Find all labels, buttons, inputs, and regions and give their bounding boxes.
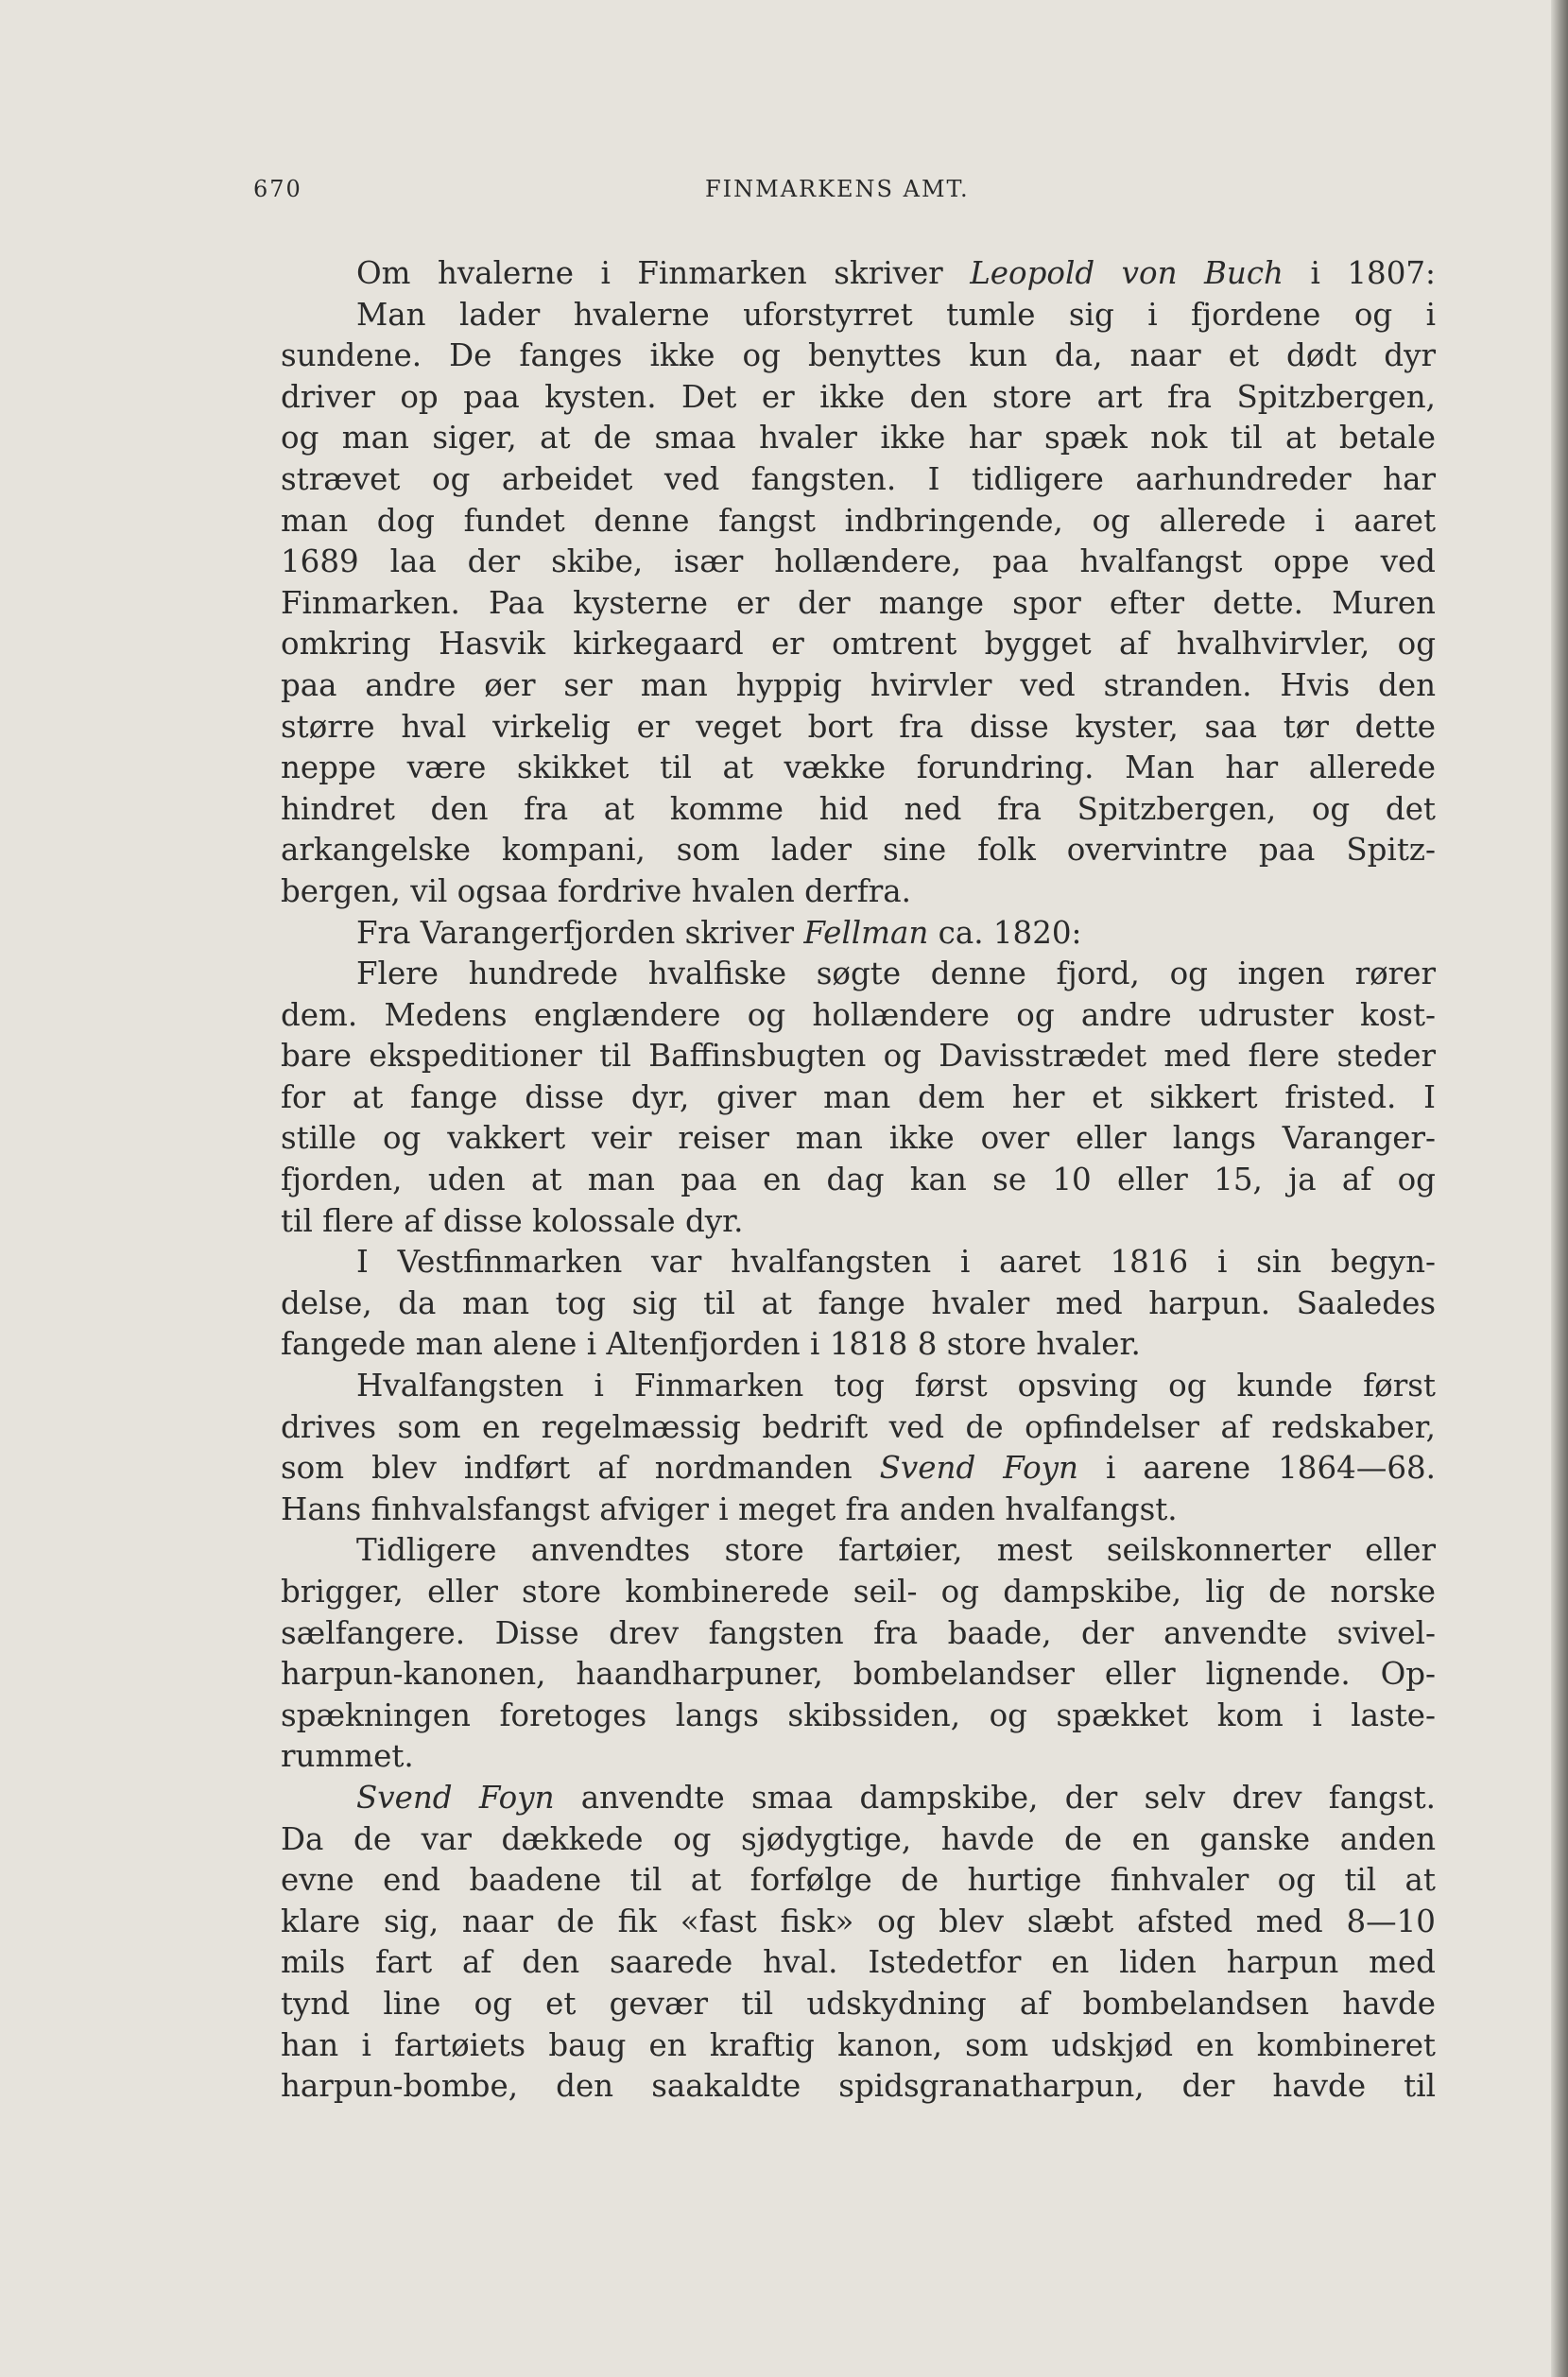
text-line: omkring Hasvik kirkegaard er omtrent bygget af hvalhvirvler, og bbox=[281, 626, 1436, 663]
text-line: mils fart af den saarede hval. Istedetfor en liden harpun med bbox=[281, 1944, 1436, 1981]
text-line: stille og vakkert veir reiser man ikke over eller langs Varanger- bbox=[281, 1120, 1436, 1157]
text-line: harpun-kanonen, haandharpuner, bombelandser eller lignende. Op- bbox=[281, 1656, 1436, 1693]
text-line: Da de var dækkede og sjødygtige, havde de en ganske anden bbox=[281, 1820, 1436, 1857]
text-line: Hans finhvalsfangst afviger i meget fra anden hvalfangst. bbox=[281, 1490, 1178, 1527]
text-line: drives som en regelmæssig bedrift ved de opfindelser af redskaber, bbox=[281, 1408, 1436, 1445]
text-line: fjorden, uden at man paa en dag kan se 10 eller 15, ja af og bbox=[281, 1162, 1436, 1198]
text-line: brigger, eller store kombinerede seil- og dampskibe, lig de norske bbox=[281, 1574, 1436, 1610]
text-line: bergen, vil ogsaa fordrive hvalen derfra. bbox=[281, 872, 912, 909]
italic-name: Leopold von Buch bbox=[970, 255, 1284, 291]
text-line: Tidligere anvendtes store fartøier, mest seilskonnerter eller bbox=[356, 1532, 1436, 1569]
text-line: harpun-bombe, den saakaldte spidsgranatharpun, der havde til bbox=[281, 2068, 1436, 2105]
text-line: og man siger, at de smaa hvaler ikke har spæk nok til at betale bbox=[281, 420, 1436, 456]
text-line: rummet. bbox=[281, 1738, 414, 1775]
text-line: dem. Medens englændere og hollændere og andre udruster kost- bbox=[281, 996, 1436, 1033]
text-line: Finmarken. Paa kysterne er der mange spor efter dette. Muren bbox=[281, 584, 1436, 621]
text-line: spækningen foretoges langs skibssiden, og spækket kom i laste- bbox=[281, 1697, 1436, 1733]
text-line: evne end baadene til at forfølge de hurtige finhvaler og til at bbox=[281, 1862, 1436, 1899]
running-title: FINMARKENS AMT. bbox=[705, 176, 970, 202]
text-line: man dog fundet denne fangst indbringende, og allerede i aaret bbox=[281, 502, 1436, 539]
italic-name: Fellman bbox=[803, 914, 929, 951]
text-line: Om hvalerne i Finmarken skriver Leopold von Buch i 1807: bbox=[356, 255, 1437, 291]
text-line: driver op paa kysten. Det er ikke den store art fra Spitzbergen, bbox=[281, 378, 1436, 415]
text-line: bare ekspeditioner til Baffinsbugten og Davisstrædet med flere steder bbox=[281, 1038, 1436, 1075]
page-header bbox=[253, 176, 1009, 214]
text-line: Hvalfangsten i Finmarken tog først opsving og kunde først bbox=[356, 1368, 1436, 1404]
text-line: han i fartøiets baug en kraftig kanon, som udskjød en kombineret bbox=[281, 2026, 1436, 2063]
text-line: tynd line og et gevær til udskydning af bombelandsen havde bbox=[281, 1985, 1436, 2022]
text-line: Man lader hvalerne uforstyrret tumle sig i fjordene og i bbox=[356, 296, 1436, 333]
text-line: sundene. De fanges ikke og benyttes kun da, naar et dødt dyr bbox=[281, 337, 1436, 374]
text-line: arkangelske kompani, som lader sine folk overvintre paa Spitz- bbox=[281, 832, 1436, 869]
text-line: for at fange disse dyr, giver man dem her et sikkert fristed. I bbox=[281, 1078, 1436, 1115]
text-line: delse, da man tog sig til at fange hvaler med harpun. Saaledes bbox=[281, 1284, 1436, 1321]
page-number: 670 bbox=[253, 176, 302, 202]
text-line: paa andre øer ser man hyppig hvirvler ved stranden. Hvis den bbox=[281, 666, 1436, 703]
page-edge-shadow bbox=[1551, 0, 1568, 2377]
text-line: neppe være skikket til at vække forundring. Man har allerede bbox=[281, 749, 1436, 786]
text-line: Flere hundrede hvalfiske søgte denne fjord, og ingen rører bbox=[356, 956, 1436, 992]
text-line: hindret den fra at komme hid ned fra Spitzbergen, og det bbox=[281, 790, 1436, 827]
italic-name: Svend Foyn bbox=[356, 1779, 555, 1816]
text-line: I Vestfinmarken var hvalfangsten i aaret 1816 i sin begyn- bbox=[356, 1244, 1436, 1281]
text-line: fangede man alene i Altenfjorden i 1818 8 store hvaler. bbox=[281, 1326, 1141, 1363]
text-line: Fra Varangerfjorden skriver Fellman ca. 1820: bbox=[356, 914, 1082, 951]
text-line: som blev indført af nordmanden Svend Foyn i aarene 1864—68. bbox=[281, 1450, 1437, 1487]
text-line: sælfangere. Disse drev fangsten fra baade, der anvendte svivel- bbox=[281, 1614, 1436, 1651]
text-line: klare sig, naar de fik «fast fisk» og blev slæbt afsted med 8—10 bbox=[281, 1903, 1436, 1939]
text-line: til flere af disse kolossale dyr. bbox=[281, 1202, 744, 1239]
body-text bbox=[281, 253, 1436, 2108]
text-line: 1689 laa der skibe, især hollændere, paa hvalfangst oppe ved bbox=[281, 543, 1436, 580]
text-line: Svend Foyn anvendte smaa dampskibe, der selv drev fangst. bbox=[356, 1779, 1436, 1816]
text-line: strævet og arbeidet ved fangsten. I tidligere aarhundreder har bbox=[281, 460, 1436, 497]
italic-name: Svend Foyn bbox=[879, 1450, 1078, 1487]
text-line: større hval virkelig er veget bort fra disse kyster, saa tør dette bbox=[281, 708, 1436, 745]
